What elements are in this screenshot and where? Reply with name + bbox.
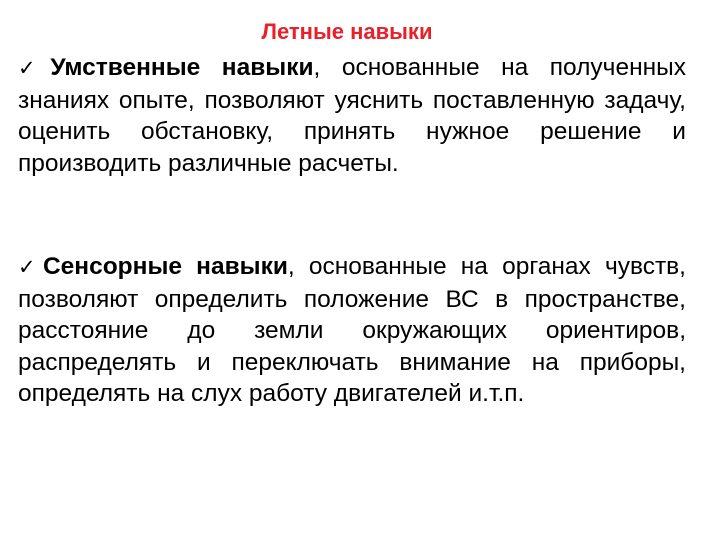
slide-title: Летные навыки [261,19,433,44]
paragraph-sensory-skills [18,251,686,410]
term-sensory-skills: Сенсорные навыки [42,253,288,280]
paragraph-mental-skills [18,52,686,179]
checkmark-icon: ✓ [18,256,43,279]
paragraph-mental-skills-text: , основанные на полученных знаниях опыте, позволяют уяснить поставленную задачу, оценить обстановку, принять нужное решение и производить различные расчеты. [18,54,686,177]
term-mental-skills: Умственные навыки [50,54,314,81]
checkmark-icon: ✓ [18,57,51,80]
paragraph-sensory-skills-text: , основанные на органах чувств, позволяют определить положение ВС в пространстве, расстояние до земли окружающих ориентиров, распределять и переключать внимание на приборы, определять на слух работу двигателей и.т.п. [18,253,686,407]
